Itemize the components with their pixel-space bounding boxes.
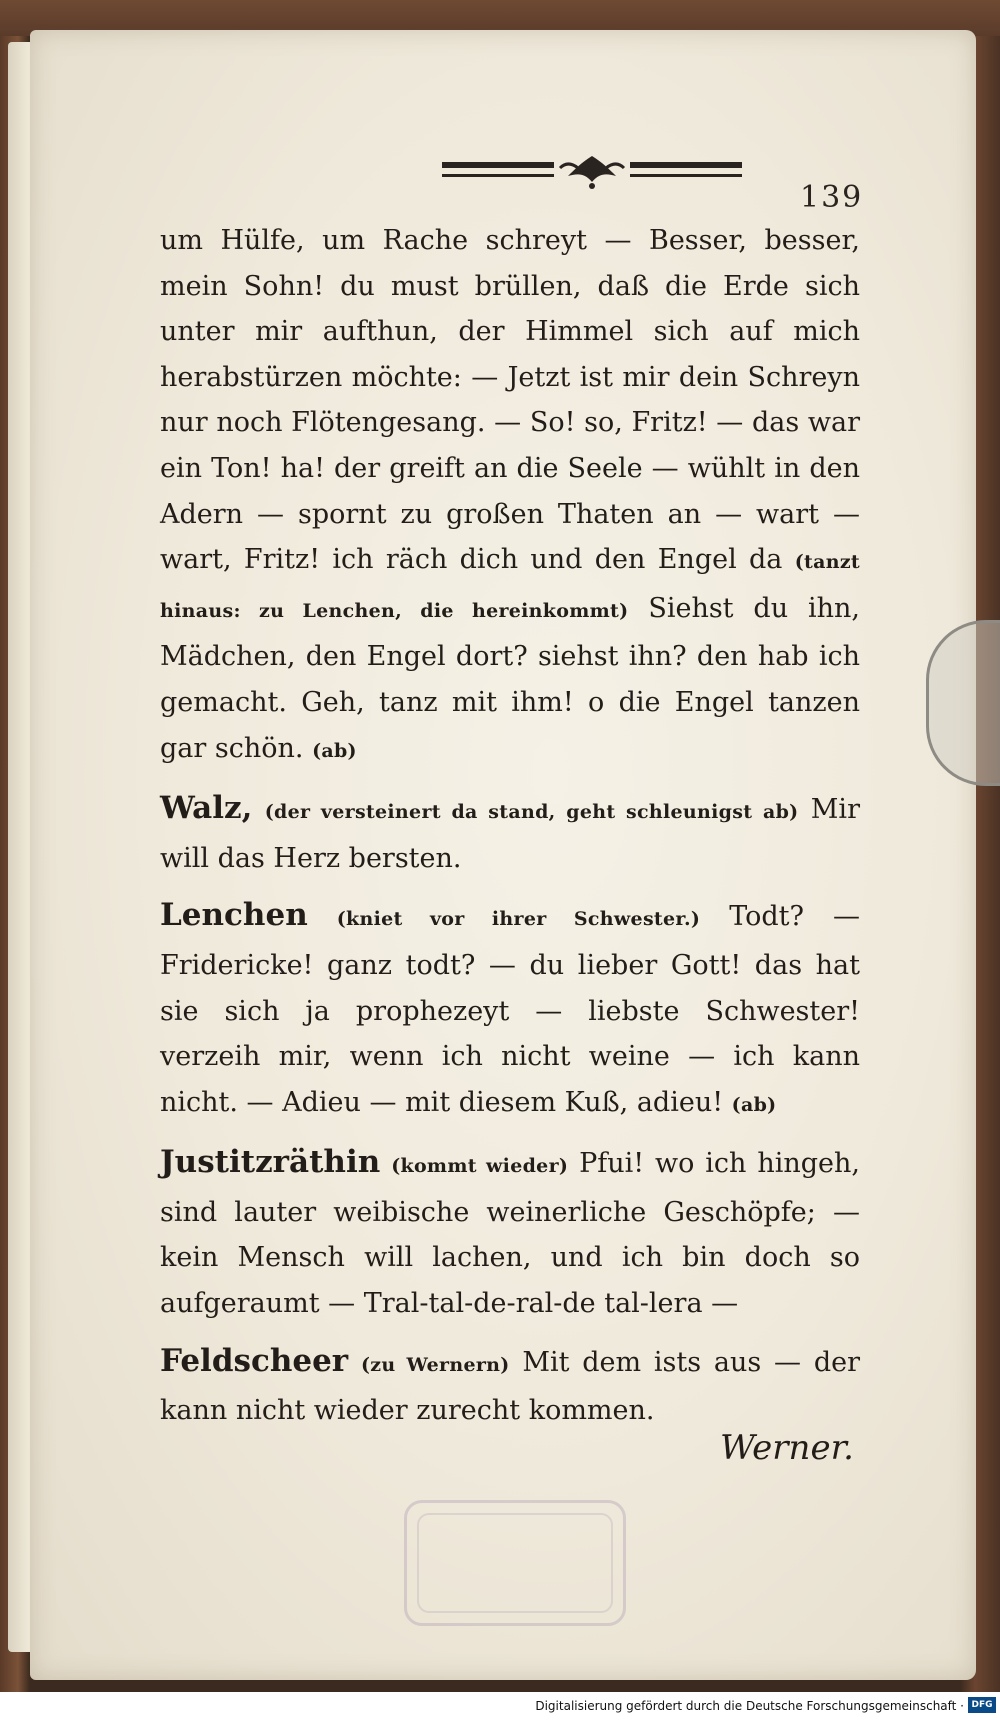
catchword-signature: Werner. [720,1428,854,1468]
stage-direction: (tanzt hinaus: zu Lenchen, die hereinkommt) [160,551,860,622]
paragraph-4 [160,1140,860,1326]
stage-direction: (der versteinert da stand, geht schleunigst ab) [264,801,799,824]
ornament-header-icon [442,152,742,192]
stage-direction: (kommt wieder) [391,1155,569,1178]
speaker-name: Feldscheer [160,1342,349,1379]
book-page [30,30,976,1680]
paragraph-text: Siehst du ihn, Mädchen, den Engel dort? siehst ihn? den hab ich gemacht. Geh, tanz mit ihm! o die Engel tanzen gar schön. [160,592,861,764]
paragraph-3 [160,893,860,1128]
library-stamp-inner [417,1513,613,1613]
body-text [160,218,860,1434]
speaker-name: Justitzräthin [160,1144,381,1181]
exit-direction: (ab) [731,1093,777,1116]
paragraph-text: Mit dem ists aus — der kann nicht wieder zurecht kommen. [160,1346,860,1427]
stage-direction: (kniet vor ihrer Schwester.) [336,908,701,931]
speaker-name: Walz, [160,790,253,827]
paragraph-text: Todt? — Fridericke! ganz todt? — du lieber Gott! das hat sie sich ja prophezeyt — liebste Schwester! verzeih mir, wenn ich nicht weine — ich kann nicht. — Adieu — mit diesem Kuß, adieu! [160,901,860,1118]
footer-credit: Digitalisierung gefördert durch die Deutsche Forschungsgemeinschaft · [535,1699,964,1713]
stage-direction: (zu Wernern) [360,1353,510,1376]
library-stamp-icon [404,1500,626,1626]
page-number: 139 [800,180,864,215]
paragraph-1 [160,218,860,774]
paragraph-2 [160,786,860,881]
dfg-logo-icon: DFG [968,1697,996,1713]
page-clip-icon [926,620,1000,786]
digitization-footer [0,1692,1000,1720]
exit-direction: (ab) [312,739,357,762]
paragraph-5 [160,1339,860,1434]
speaker-name: Lenchen [160,897,308,934]
paragraph-text: um Hülfe, um Rache schreyt — Besser, besser, mein Sohn! du must brüllen, daß die Erde sich unter mir aufthun, der Himmel sich auf mich herabstürzen möchte: — Jetzt ist mir dein Schreyn nur noch Flötengesang. — So! so, Fritz! — das war ein Ton! ha! der greift an die Seele — wühlt in den Adern — spornt zu großen Thaten an — wart — wart, Fritz! ich räch dich und den Engel da [160,225,860,576]
paragraph-text: Mir will das Herz bersten. [160,794,860,874]
paragraph-text: Pfui! wo ich hingeh, sind lauter weibische weinerliche Geschöpfe; — kein Mensch will lachen, und ich bin doch so aufgeraumt — Tral-tal-de-ral-de tal-lera — [160,1148,860,1320]
